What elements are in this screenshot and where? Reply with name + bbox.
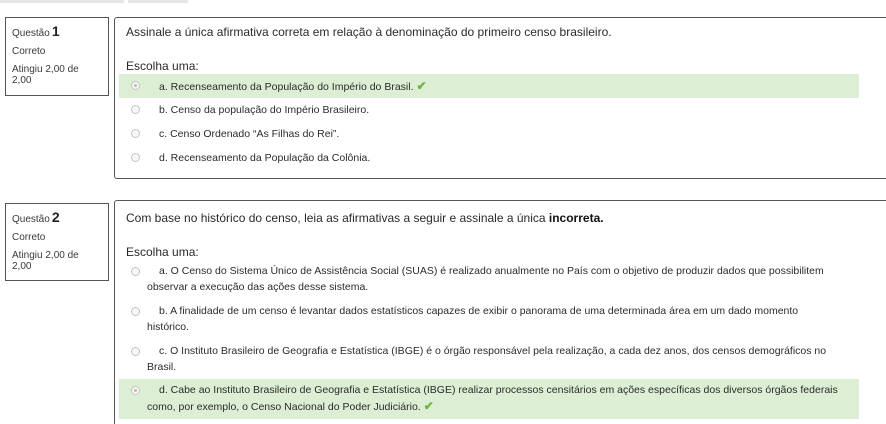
option-text: d. Cabe ao Instituto Brasileiro de Geografia e Estatística (IBGE) realizar processos censitários em ações específicas dos diversos órgãos federais como, por exemplo, o Censo Nacional do Poder Judiciário. (147, 384, 838, 413)
emphasis-text: incorreta. (548, 211, 604, 225)
option-text: c. Censo Ordenado “As Filhas do Rei”. (159, 128, 340, 140)
question-label: Questão (12, 28, 50, 39)
answer-option-d[interactable] (119, 379, 859, 419)
question-state: Correto (12, 46, 46, 57)
answer-option-c[interactable] (119, 341, 859, 377)
option-text: c. O Instituto Brasileiro de Geografia e Estatística (IBGE) é o órgão responsável pela realização, a cada dez anos, dos censos demográficos no Brasil. (147, 345, 827, 373)
question-2-content (114, 200, 886, 424)
radio-button[interactable] (131, 81, 140, 90)
question-1-info (5, 17, 109, 96)
option-text: b. A finalidade de um censo é levantar dados estatísticos capazes de exibir o panorama de uma determinada área em um dado momento histórico. (147, 305, 799, 333)
question-text: Assinale a única afirmativa correta em relação à denominação do primeiro censo brasileiro. (126, 25, 612, 39)
option-text: a. O Censo do Sistema Único de Assistência Social (SUAS) é realizado anualmente no País com o objetivo de produzir dados que possibilitem observar a execução das ações desse sistema. (147, 265, 824, 293)
answer-prompt: Escolha uma: (126, 59, 199, 73)
option-text: a. Recenseamento da População do Império do Brasil. (159, 81, 414, 93)
answer-option-b[interactable] (119, 100, 859, 120)
question-number: 2 (51, 209, 60, 225)
question-state: Correto (12, 232, 46, 243)
option-text: d. Recenseamento da População da Colônia. (159, 152, 371, 164)
answer-option-c[interactable] (119, 124, 859, 144)
question-label: Questão (12, 214, 50, 225)
radio-button[interactable] (131, 105, 140, 114)
divider (0, 0, 124, 3)
check-icon: ✔ (416, 79, 427, 93)
question-2-info (5, 203, 109, 281)
divider (128, 0, 188, 3)
question-1-content (114, 17, 886, 179)
question-grade: Atingiu 2,00 de 2,00 (12, 64, 79, 86)
answer-prompt: Escolha uma: (126, 245, 199, 259)
answer-option-b[interactable] (119, 301, 859, 337)
radio-button[interactable] (131, 347, 140, 356)
radio-button[interactable] (131, 307, 140, 316)
radio-button[interactable] (131, 386, 140, 395)
radio-button[interactable] (131, 153, 140, 162)
question-grade: Atingiu 2,00 de 2,00 (12, 250, 79, 272)
question-number: 1 (51, 23, 60, 39)
radio-button[interactable] (131, 129, 140, 138)
answer-option-a[interactable] (119, 74, 859, 98)
answer-option-a[interactable] (119, 261, 859, 297)
answer-option-d[interactable] (119, 148, 859, 168)
question-text: Com base no histórico do censo, leia as afirmativas a seguir e assinale a única incorreta. (126, 211, 604, 225)
check-icon: ✔ (423, 399, 434, 413)
option-text: b. Censo da população do Império Brasileiro. (159, 104, 370, 116)
radio-button[interactable] (131, 267, 140, 276)
